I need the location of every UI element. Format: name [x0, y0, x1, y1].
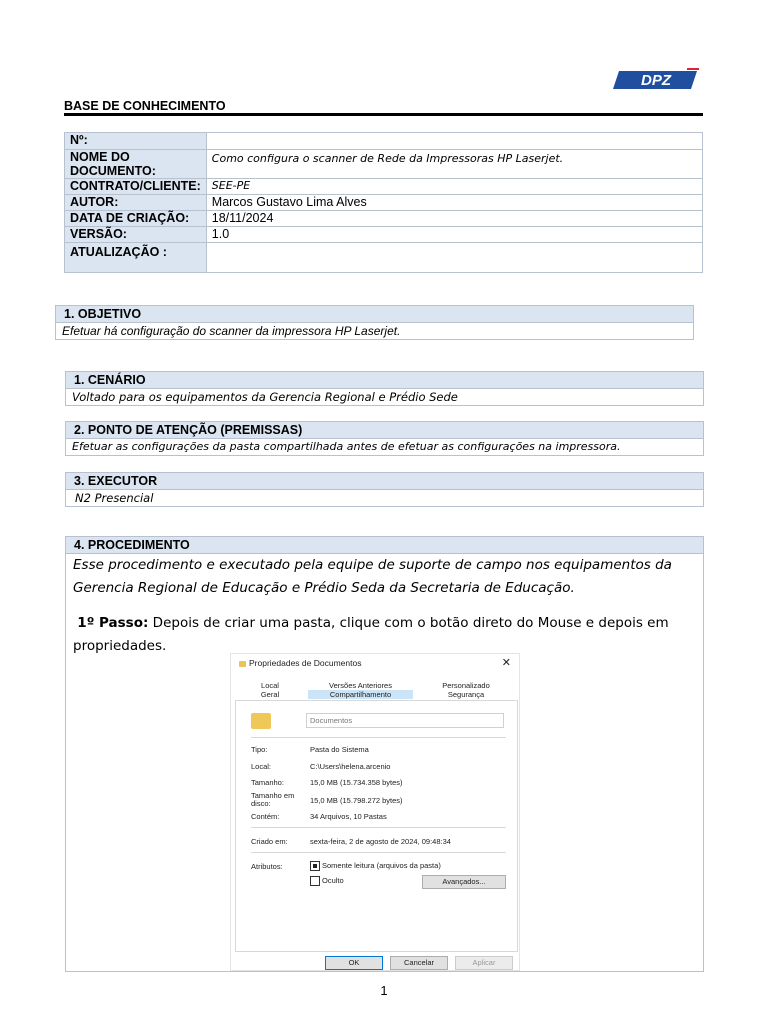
avancados-button[interactable]: Avançados...: [422, 875, 506, 889]
section-executor: [65, 472, 704, 507]
oculto-label: Oculto: [322, 876, 344, 885]
local-value: C:\Users\helena.arcenio: [310, 762, 391, 771]
section-executor-title: 3. EXECUTOR: [66, 473, 703, 490]
procedimento-intro: Esse procedimento e executado pela equipe de suporte de campo nos equipamentos da Gerencia Regional de Educação e Prédio Seda da Secretaria de Educação.: [73, 557, 672, 596]
company-logo: [611, 68, 700, 92]
tamanho-label: Tamanho:: [251, 778, 284, 787]
page-number: 1: [380, 983, 388, 998]
step-1-label: 1º Passo:: [77, 615, 149, 631]
contrato-label: CONTRATO/CLIENTE:: [65, 179, 207, 195]
tab-personalizado[interactable]: Personalizado: [442, 681, 490, 690]
local-label: Local:: [251, 762, 272, 771]
tab-local[interactable]: Local: [261, 681, 279, 690]
svg-text:DPZ: DPZ: [641, 72, 671, 89]
dialog-title-text: Propriedades de Documentos: [249, 658, 362, 668]
data-criacao-value: 18/11/2024: [206, 211, 702, 227]
separator: [251, 827, 506, 828]
atualizacao-label: ATUALIZAÇÃO :: [65, 243, 207, 273]
document-metadata-table: [64, 132, 703, 273]
folder-icon: [239, 661, 246, 667]
section-premissas-text: Efetuar as configurações da pasta compartilhada antes de efetuar as configurações na impressora.: [72, 440, 621, 453]
tamanho-disco-value: 15,0 MB (15.798.272 bytes): [310, 796, 403, 805]
tamanho-disco-label: Tamanho em disco:: [251, 791, 295, 808]
numero-label: Nº:: [65, 133, 207, 150]
dialog-tabs-row-2: [235, 690, 516, 700]
contem-value: 34 Arquivos, 10 Pastas: [310, 812, 387, 821]
dialog-title: [239, 658, 361, 668]
somente-leitura-label: Somente leitura (arquivos da pasta): [322, 861, 441, 870]
tab-seguranca[interactable]: Segurança: [447, 690, 485, 699]
section-executor-text: N2 Presencial: [75, 491, 154, 505]
aplicar-button[interactable]: Aplicar: [455, 956, 513, 970]
folder-name-input[interactable]: Documentos: [306, 713, 504, 728]
oculto-checkbox[interactable]: [310, 876, 344, 886]
tab-geral[interactable]: Geral: [260, 690, 280, 699]
dialog-panel: [235, 700, 518, 952]
section-cenario: [65, 371, 704, 406]
nome-documento-value: Como configura o scanner de Rede da Impressoras HP Laserjet.: [206, 150, 702, 179]
close-icon[interactable]: ✕: [501, 657, 511, 669]
nome-documento-label: NOME DO DOCUMENTO:: [65, 150, 207, 179]
document-heading: BASE DE CONHECIMENTO: [64, 99, 226, 113]
criado-value: sexta-feira, 2 de agosto de 2024, 09:48:34: [310, 837, 451, 846]
section-premissas-title: 2. PONTO DE ATENÇÃO (PREMISSAS): [66, 422, 703, 439]
section-cenario-title: 1. CENÁRIO: [66, 372, 703, 389]
tab-compartilhamento[interactable]: Compartilhamento: [308, 690, 413, 699]
section-objetivo-text: Efetuar há configuração do scanner da impressora HP Laserjet.: [62, 324, 401, 338]
checkbox-checked-icon: [310, 861, 320, 871]
step-1-text: Depois de criar uma pasta, clique com o botão direto do Mouse e depois em propriedades.: [73, 615, 669, 654]
section-procedimento-title: 4. PROCEDIMENTO: [66, 537, 703, 554]
ok-button[interactable]: OK: [325, 956, 383, 970]
section-premissas: [65, 421, 704, 456]
folder-large-icon: [251, 713, 271, 729]
procedimento-step-1: [66, 612, 703, 658]
heading-rule: [64, 113, 703, 116]
separator: [251, 852, 506, 853]
section-objetivo: [55, 305, 694, 340]
separator: [251, 737, 506, 738]
tamanho-value: 15,0 MB (15.734.358 bytes): [310, 778, 403, 787]
checkbox-empty-icon: [310, 876, 320, 886]
data-criacao-label: DATA DE CRIAÇÃO:: [65, 211, 207, 227]
autor-label: AUTOR:: [65, 195, 207, 211]
section-objetivo-title: 1. OBJETIVO: [56, 306, 693, 323]
atualizacao-value: [206, 243, 702, 273]
section-cenario-text: Voltado para os equipamentos da Gerencia Regional e Prédio Sede: [72, 390, 458, 404]
tab-versoes-anteriores[interactable]: Versões Anteriores: [329, 681, 392, 690]
properties-dialog-screenshot: [231, 654, 519, 970]
autor-value: Marcos Gustavo Lima Alves: [206, 195, 702, 211]
versao-value: 1.0: [206, 227, 702, 243]
somente-leitura-checkbox[interactable]: [310, 861, 441, 871]
numero-value: [206, 133, 702, 150]
criado-label: Criado em:: [251, 837, 288, 846]
contem-label: Contém:: [251, 812, 280, 821]
atributos-label: Atributos:: [251, 862, 283, 871]
tipo-value: Pasta do Sistema: [310, 745, 369, 754]
tipo-label: Tipo:: [251, 745, 268, 754]
contrato-value: SEE-PE: [206, 179, 702, 195]
versao-label: VERSÃO:: [65, 227, 207, 243]
cancelar-button[interactable]: Cancelar: [390, 956, 448, 970]
